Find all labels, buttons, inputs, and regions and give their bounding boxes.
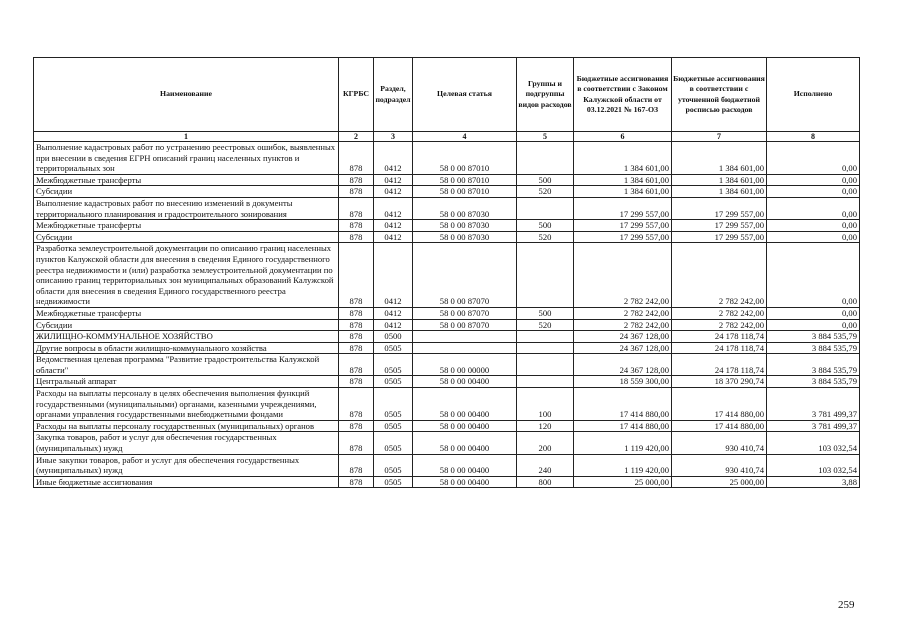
row-law-allocation: 17 414 880,00	[574, 420, 672, 432]
row-kgrbs: 878	[339, 342, 374, 354]
header-target-article: Целевая статья	[413, 58, 517, 132]
row-law-allocation: 2 782 242,00	[574, 307, 672, 319]
table-row	[34, 476, 860, 488]
row-law-allocation: 1 119 420,00	[574, 454, 672, 476]
row-executed: 0,00	[767, 186, 860, 198]
row-name: Выполнение кадастровых работ по внесению изменений в документы территориального планирования и градостроительного зонирования	[34, 197, 339, 219]
row-section: 0412	[374, 142, 413, 175]
row-executed: 3 884 535,79	[767, 331, 860, 343]
row-name: Другие вопросы в области жилищно-коммунального хозяйства	[34, 342, 339, 354]
table-row	[34, 174, 860, 186]
row-kgrbs: 878	[339, 476, 374, 488]
row-target-article: 58 0 00 87070	[413, 243, 517, 308]
table-body	[34, 142, 860, 488]
header-name: Наименование	[34, 58, 339, 132]
row-section: 0505	[374, 376, 413, 388]
row-revised-allocation: 930 410,74	[672, 432, 767, 454]
table-row	[34, 142, 860, 175]
row-expense-group: 520	[517, 319, 574, 331]
table-row	[34, 231, 860, 243]
row-section: 0505	[374, 432, 413, 454]
row-executed: 0,00	[767, 220, 860, 232]
row-expense-group: 520	[517, 186, 574, 198]
row-section: 0505	[374, 476, 413, 488]
row-revised-allocation: 17 299 557,00	[672, 197, 767, 219]
row-name: Субсидии	[34, 319, 339, 331]
row-kgrbs: 878	[339, 319, 374, 331]
row-revised-allocation: 1 384 601,00	[672, 174, 767, 186]
row-kgrbs: 878	[339, 231, 374, 243]
row-law-allocation: 17 299 557,00	[574, 231, 672, 243]
table-row	[34, 331, 860, 343]
row-expense-group: 200	[517, 432, 574, 454]
row-section: 0505	[374, 420, 413, 432]
row-kgrbs: 878	[339, 142, 374, 175]
row-expense-group	[517, 243, 574, 308]
row-target-article: 58 0 00 00400	[413, 388, 517, 421]
table-row	[34, 186, 860, 198]
row-law-allocation: 1 119 420,00	[574, 432, 672, 454]
row-revised-allocation: 2 782 242,00	[672, 319, 767, 331]
row-revised-allocation: 18 370 290,74	[672, 376, 767, 388]
table-row	[34, 420, 860, 432]
budget-report-page	[33, 57, 859, 488]
row-name: Иные закупки товаров, работ и услуг для обеспечения государственных (муниципальных) нужд	[34, 454, 339, 476]
row-target-article	[413, 342, 517, 354]
row-law-allocation: 24 367 128,00	[574, 331, 672, 343]
table-row	[34, 220, 860, 232]
row-name: Субсидии	[34, 186, 339, 198]
row-revised-allocation: 24 178 118,74	[672, 354, 767, 376]
row-section: 0412	[374, 174, 413, 186]
column-number: 3	[374, 132, 413, 142]
row-kgrbs: 878	[339, 432, 374, 454]
row-law-allocation: 2 782 242,00	[574, 319, 672, 331]
row-kgrbs: 878	[339, 220, 374, 232]
table-header-row	[34, 58, 860, 132]
row-expense-group: 240	[517, 454, 574, 476]
row-kgrbs: 878	[339, 243, 374, 308]
row-kgrbs: 878	[339, 174, 374, 186]
row-expense-group	[517, 331, 574, 343]
row-expense-group	[517, 354, 574, 376]
budget-execution-table	[33, 57, 860, 488]
row-law-allocation: 1 384 601,00	[574, 186, 672, 198]
row-expense-group: 120	[517, 420, 574, 432]
row-executed: 3,88	[767, 476, 860, 488]
table-row	[34, 342, 860, 354]
row-kgrbs: 878	[339, 331, 374, 343]
row-expense-group	[517, 142, 574, 175]
row-section: 0505	[374, 342, 413, 354]
row-name: Центральный аппарат	[34, 376, 339, 388]
header-law-allocations: Бюджетные ассигнования в соответствии с Законом Калужской области от 03.12.2021 № 167-ОЗ	[574, 58, 672, 132]
row-executed: 0,00	[767, 174, 860, 186]
row-target-article: 58 0 00 00400	[413, 432, 517, 454]
row-law-allocation: 1 384 601,00	[574, 174, 672, 186]
row-name: Ведомственная целевая программа "Развитие градостроительства Калужской области"	[34, 354, 339, 376]
row-law-allocation: 24 367 128,00	[574, 354, 672, 376]
header-section: Раздел, подраздел	[374, 58, 413, 132]
row-name: Расходы на выплаты персоналу государственных (муниципальных) органов	[34, 420, 339, 432]
row-target-article: 58 0 00 00400	[413, 420, 517, 432]
row-section: 0505	[374, 388, 413, 421]
row-name: Иные бюджетные ассигнования	[34, 476, 339, 488]
header-revised-allocations: Бюджетные ассигнования в соответствии с уточненной бюджетной росписью расходов	[672, 58, 767, 132]
row-section: 0412	[374, 231, 413, 243]
column-number: 8	[767, 132, 860, 142]
row-expense-group	[517, 197, 574, 219]
table-row	[34, 354, 860, 376]
row-target-article: 58 0 00 00400	[413, 476, 517, 488]
row-law-allocation: 1 384 601,00	[574, 142, 672, 175]
row-target-article: 58 0 00 87070	[413, 307, 517, 319]
row-target-article: 58 0 00 00400	[413, 376, 517, 388]
column-number: 5	[517, 132, 574, 142]
row-section: 0412	[374, 186, 413, 198]
row-kgrbs: 878	[339, 454, 374, 476]
table-row	[34, 319, 860, 331]
row-revised-allocation: 24 178 118,74	[672, 331, 767, 343]
row-name: Закупка товаров, работ и услуг для обеспечения государственных (муниципальных) нужд	[34, 432, 339, 454]
row-revised-allocation: 17 414 880,00	[672, 420, 767, 432]
row-name: Разработка землеустроительной документации по описанию границ населенных пунктов Калужской области для внесения в сведения Единого государственного реестра недвижимости и (или) разработка землеустроительной документации по описанию границ территориальных зон муниципальных образований Калужской области для внесения в сведения Единого государственного реестра недвижимости	[34, 243, 339, 308]
row-law-allocation: 25 000,00	[574, 476, 672, 488]
row-expense-group: 100	[517, 388, 574, 421]
row-name: Расходы на выплаты персоналу в целях обеспечения выполнения функций государственными (муниципальными) органами, казенными учреждениями, органами управления государственными внебюджетными фондами	[34, 388, 339, 421]
row-law-allocation: 2 782 242,00	[574, 243, 672, 308]
table-row	[34, 454, 860, 476]
row-executed: 0,00	[767, 319, 860, 331]
row-expense-group: 500	[517, 220, 574, 232]
page-number: 259	[838, 599, 855, 611]
row-executed: 0,00	[767, 197, 860, 219]
row-law-allocation: 17 414 880,00	[574, 388, 672, 421]
row-target-article: 58 0 00 87030	[413, 197, 517, 219]
row-revised-allocation: 1 384 601,00	[672, 186, 767, 198]
row-executed: 0,00	[767, 142, 860, 175]
row-revised-allocation: 25 000,00	[672, 476, 767, 488]
row-target-article: 58 0 00 87010	[413, 142, 517, 175]
row-revised-allocation: 2 782 242,00	[672, 307, 767, 319]
row-expense-group: 500	[517, 174, 574, 186]
row-section: 0412	[374, 243, 413, 308]
row-law-allocation: 17 299 557,00	[574, 197, 672, 219]
row-expense-group	[517, 342, 574, 354]
row-revised-allocation: 17 299 557,00	[672, 231, 767, 243]
column-number: 1	[34, 132, 339, 142]
row-revised-allocation: 1 384 601,00	[672, 142, 767, 175]
row-name: Выполнение кадастровых работ по устранению реестровых ошибок, выявленных при внесении в сведения ЕГРН описаний границ населенных пунктов и территориальных зон	[34, 142, 339, 175]
row-executed: 3 781 499,37	[767, 388, 860, 421]
row-section: 0412	[374, 307, 413, 319]
row-section: 0412	[374, 197, 413, 219]
row-revised-allocation: 17 414 880,00	[672, 388, 767, 421]
header-kgrbs: КГРБС	[339, 58, 374, 132]
table-row	[34, 376, 860, 388]
column-number: 2	[339, 132, 374, 142]
row-section: 0412	[374, 319, 413, 331]
column-number-row	[34, 132, 860, 142]
row-law-allocation: 24 367 128,00	[574, 342, 672, 354]
row-section: 0412	[374, 220, 413, 232]
row-name: Субсидии	[34, 231, 339, 243]
row-revised-allocation: 24 178 118,74	[672, 342, 767, 354]
row-target-article: 58 0 00 87030	[413, 220, 517, 232]
row-kgrbs: 878	[339, 420, 374, 432]
row-law-allocation: 17 299 557,00	[574, 220, 672, 232]
row-executed: 0,00	[767, 231, 860, 243]
row-revised-allocation: 2 782 242,00	[672, 243, 767, 308]
table-row	[34, 243, 860, 308]
row-executed: 3 884 535,79	[767, 376, 860, 388]
row-target-article: 58 0 00 00000	[413, 354, 517, 376]
row-executed: 0,00	[767, 307, 860, 319]
row-target-article: 58 0 00 00400	[413, 454, 517, 476]
row-revised-allocation: 930 410,74	[672, 454, 767, 476]
row-kgrbs: 878	[339, 307, 374, 319]
row-name: Межбюджетные трансферты	[34, 220, 339, 232]
row-name: Межбюджетные трансферты	[34, 174, 339, 186]
row-section: 0505	[374, 354, 413, 376]
column-number: 7	[672, 132, 767, 142]
header-expense-groups: Группы и подгруппы видов расходов	[517, 58, 574, 132]
table-row	[34, 307, 860, 319]
row-target-article: 58 0 00 87030	[413, 231, 517, 243]
row-target-article	[413, 331, 517, 343]
row-expense-group: 800	[517, 476, 574, 488]
row-law-allocation: 18 559 300,00	[574, 376, 672, 388]
row-executed: 103 032,54	[767, 432, 860, 454]
row-expense-group: 500	[517, 307, 574, 319]
column-number: 6	[574, 132, 672, 142]
row-kgrbs: 878	[339, 186, 374, 198]
row-kgrbs: 878	[339, 354, 374, 376]
row-section: 0505	[374, 454, 413, 476]
table-row	[34, 388, 860, 421]
row-section: 0500	[374, 331, 413, 343]
row-executed: 3 884 535,79	[767, 354, 860, 376]
row-executed: 0,00	[767, 243, 860, 308]
row-kgrbs: 878	[339, 197, 374, 219]
row-target-article: 58 0 00 87010	[413, 186, 517, 198]
row-executed: 3 884 535,79	[767, 342, 860, 354]
row-revised-allocation: 17 299 557,00	[672, 220, 767, 232]
header-executed: Исполнено	[767, 58, 860, 132]
table-row	[34, 197, 860, 219]
row-executed: 3 781 499,37	[767, 420, 860, 432]
row-name: Межбюджетные трансферты	[34, 307, 339, 319]
row-name: ЖИЛИЩНО-КОММУНАЛЬНОЕ ХОЗЯЙСТВО	[34, 331, 339, 343]
row-kgrbs: 878	[339, 376, 374, 388]
table-row	[34, 432, 860, 454]
row-expense-group: 520	[517, 231, 574, 243]
column-number: 4	[413, 132, 517, 142]
row-executed: 103 032,54	[767, 454, 860, 476]
row-target-article: 58 0 00 87010	[413, 174, 517, 186]
row-expense-group	[517, 376, 574, 388]
row-target-article: 58 0 00 87070	[413, 319, 517, 331]
row-kgrbs: 878	[339, 388, 374, 421]
